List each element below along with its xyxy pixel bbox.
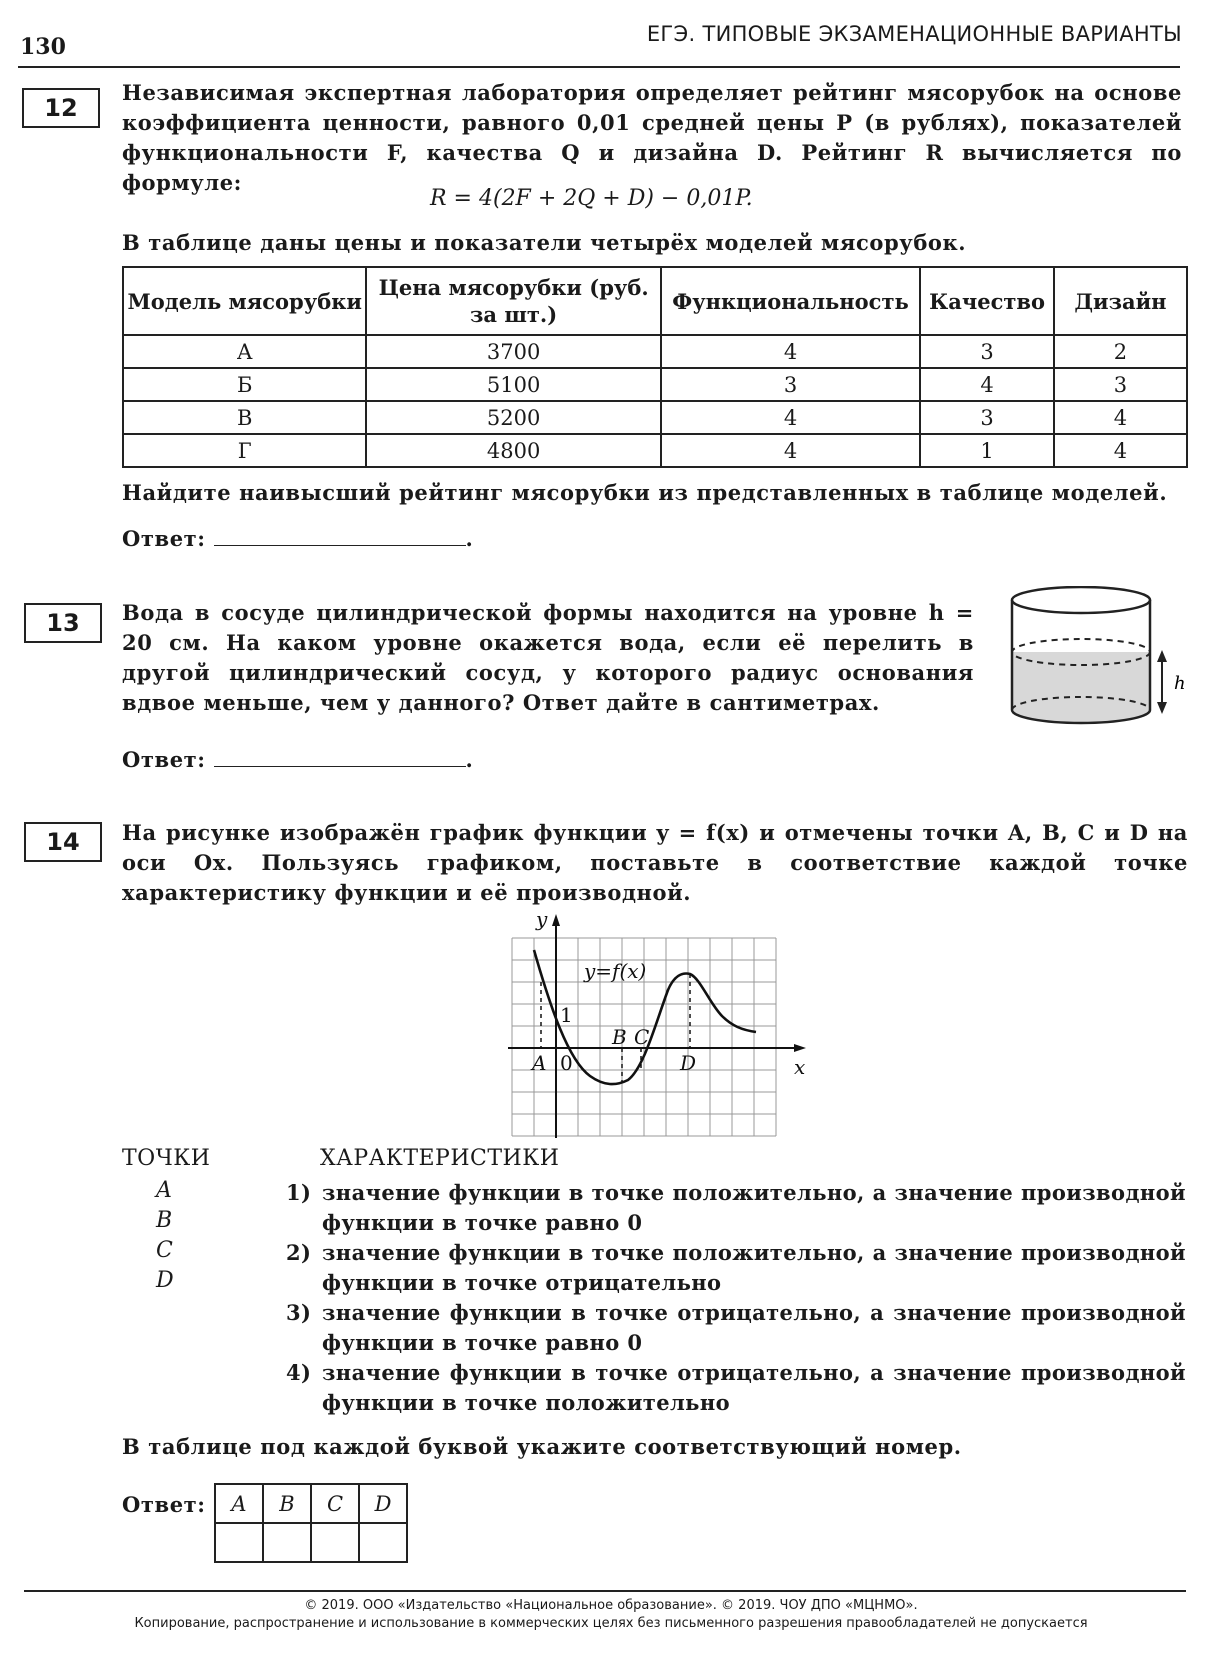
characteristic-number: 1): [286, 1180, 312, 1205]
header-divider: [18, 66, 1180, 68]
characteristic-text: значение функции в точке положительно, а значение производной функции в точке равно 0: [322, 1180, 1186, 1235]
table-row: [123, 368, 1187, 401]
cell: 3: [920, 335, 1054, 368]
arrow-head-down: [1157, 702, 1167, 714]
cell: 5100: [366, 368, 660, 401]
characteristic-item: [286, 1238, 1186, 1298]
cell: 4800: [366, 434, 660, 467]
characteristics-header: ХАРАКТЕРИСТИКИ: [320, 1146, 560, 1171]
cell: 3: [920, 401, 1054, 434]
characteristic-text: значение функции в точке отрицательно, а значение производной функции в точке положительно: [322, 1360, 1186, 1415]
table-row: [123, 335, 1187, 368]
answer-header-A: A: [215, 1484, 263, 1523]
footer-divider: [24, 1590, 1186, 1592]
col-header-model: Модель мясорубки: [123, 267, 366, 335]
point-B-label: B: [612, 1025, 627, 1049]
answer-header-C: C: [311, 1484, 359, 1523]
characteristic-number: 4): [286, 1360, 312, 1385]
characteristic-text: значение функции в точке положительно, а значение производной функции в точке отрицательно: [322, 1240, 1186, 1295]
q14-number: 14: [24, 822, 102, 862]
q12-number: 12: [22, 88, 100, 128]
cell: Б: [123, 368, 366, 401]
q12-answer-field[interactable]: [214, 525, 466, 546]
cell: 3: [661, 368, 921, 401]
cell: 4: [1054, 401, 1187, 434]
q12-answer-label: Ответ:: [122, 526, 206, 551]
y-label: y: [536, 910, 548, 931]
table-row: [123, 401, 1187, 434]
answer-cell-A[interactable]: [215, 1523, 263, 1562]
page-number: 130: [20, 34, 66, 60]
func-label: y=f(x): [584, 959, 647, 983]
col-header-quality: Качество: [920, 267, 1054, 335]
q12-table: [122, 266, 1188, 468]
answer-cell-D[interactable]: [359, 1523, 407, 1562]
cell: А: [123, 335, 366, 368]
q13-answer-row: Ответ: .: [122, 747, 474, 772]
answer-header-D: D: [359, 1484, 407, 1523]
table-row: [123, 434, 1187, 467]
col-header-design: Дизайн: [1054, 267, 1187, 335]
cell: 4: [920, 368, 1054, 401]
q12-question: Найдите наивысший рейтинг мясорубки из представленных в таблице моделей.: [122, 480, 1168, 505]
q13-answer-label: Ответ:: [122, 747, 206, 772]
q14-instruction: В таблице под каждой буквой укажите соответствующий номер.: [122, 1434, 962, 1459]
point-item-D: D: [156, 1268, 174, 1293]
x-axis-arrow: [794, 1044, 806, 1052]
cell: Г: [123, 434, 366, 467]
q14-answer-label: Ответ:: [122, 1492, 206, 1517]
x-label: x: [794, 1055, 806, 1079]
y-axis-arrow: [552, 914, 560, 926]
col-header-price: Цена мясорубки (руб. за шт.): [366, 267, 660, 335]
characteristic-item: [286, 1358, 1186, 1418]
cell: 4: [1054, 434, 1187, 467]
answer-header-B: B: [263, 1484, 311, 1523]
cylinder-figure: [1010, 586, 1190, 744]
q12-answer-row: Ответ: .: [122, 526, 474, 551]
q13-number: 13: [24, 603, 102, 643]
footer-notice: Копирование, распространение и использование в коммерческих целях без письменного разрешения правообладателей не допускается: [134, 1616, 1088, 1631]
arrow-head-up: [1157, 650, 1167, 662]
cylinder-top-rim: [1012, 587, 1150, 613]
characteristic-item: [286, 1298, 1186, 1358]
cell: В: [123, 401, 366, 434]
function-graph: [500, 910, 810, 1140]
cell: 4: [661, 335, 921, 368]
cell: 2: [1054, 335, 1187, 368]
unit-one-label: 1: [560, 1003, 573, 1027]
cell: 4: [661, 401, 921, 434]
point-item-A: A: [156, 1178, 172, 1203]
characteristic-item: [286, 1178, 1186, 1238]
point-A-label: A: [532, 1051, 547, 1075]
origin-label: 0: [560, 1051, 573, 1075]
header-title: ЕГЭ. ТИПОВЫЕ ЭКЗАМЕНАЦИОННЫЕ ВАРИАНТЫ: [646, 22, 1182, 46]
characteristic-number: 2): [286, 1240, 312, 1265]
points-list: [156, 1176, 174, 1296]
q13-text: Вода в сосуде цилиндрической формы находится на уровне h = 20 см. На каком уровне окажется вода, если её перелить в другой цилиндрический сосуд, у которого радиус основания вдвое меньше, чем у данного? Ответ дайте в сантиметрах.: [122, 600, 974, 715]
q14-answer-table: [214, 1483, 408, 1563]
height-label: h: [1174, 673, 1186, 694]
cell: 5200: [366, 401, 660, 434]
answer-cell-C[interactable]: [311, 1523, 359, 1562]
q13-answer-field[interactable]: [214, 746, 466, 767]
cell: 3700: [366, 335, 660, 368]
cell: 3: [1054, 368, 1187, 401]
characteristics-list: [286, 1178, 1186, 1418]
cell: 4: [661, 434, 921, 467]
col-header-functionality: Функциональность: [661, 267, 921, 335]
point-C-label: C: [634, 1025, 650, 1049]
point-item-C: C: [156, 1238, 173, 1263]
answer-cell-B[interactable]: [263, 1523, 311, 1562]
q12-table-intro: В таблице даны цены и показатели четырёх моделей мясорубок.: [122, 230, 967, 255]
point-item-B: B: [156, 1208, 173, 1233]
footer-copyright: © 2019. ООО «Издательство «Национальное образование». © 2019. ЧОУ ДПО «МЦНМО».: [304, 1598, 918, 1613]
points-header: ТОЧКИ: [122, 1146, 211, 1171]
point-D-label: D: [680, 1051, 697, 1075]
q12-formula: R = 4(2F + 2Q + D) − 0,01P.: [430, 186, 753, 211]
q14-text: На рисунке изображён график функции y = f(x) и отмечены точки A, B, C и D на оси Ox. Пользуясь графиком, поставьте в соответствие каждой точке характеристику функции и её производной.: [122, 820, 1188, 905]
characteristic-text: значение функции в точке отрицательно, а значение производной функции в точке равно 0: [322, 1300, 1186, 1355]
cell: 1: [920, 434, 1054, 467]
q12-text: Независимая экспертная лаборатория определяет рейтинг мясорубок на основе коэффициента ценности, равного 0,01 средней цены P (в рублях), показателей функциональности F, качества Q и дизайна D. Рейтинг R вычисляется по формуле:: [122, 80, 1182, 195]
characteristic-number: 3): [286, 1300, 312, 1325]
